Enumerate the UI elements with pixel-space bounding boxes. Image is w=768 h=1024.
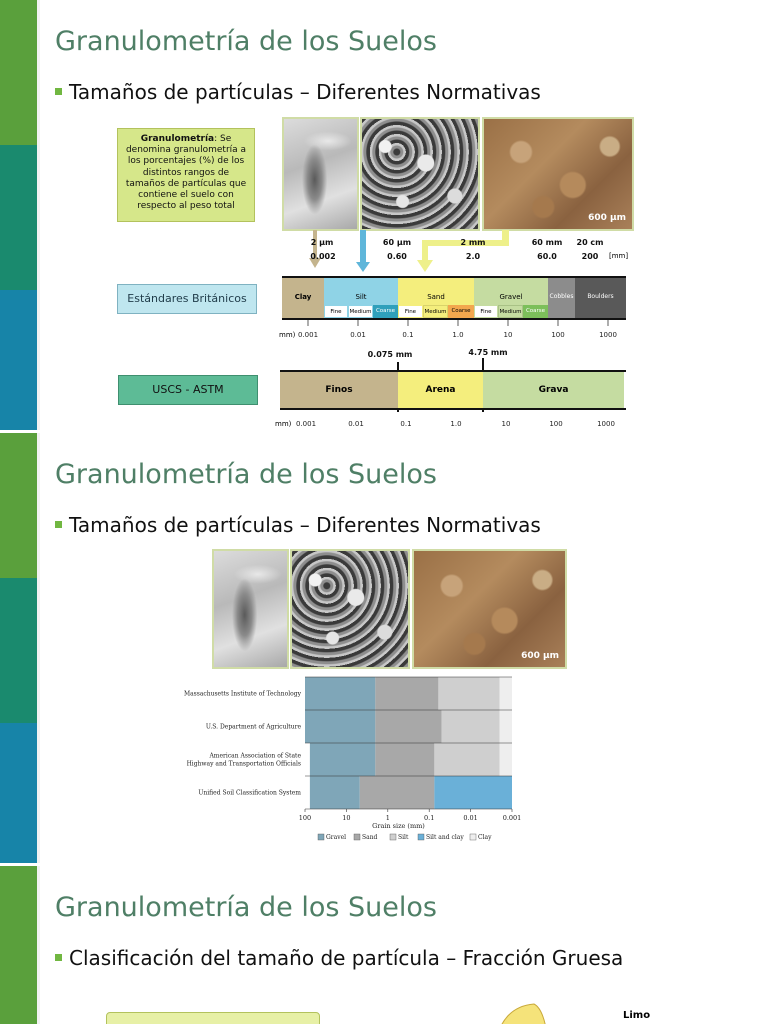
axis2-tick: 0.001 — [295, 420, 317, 428]
side-band-green — [0, 433, 37, 578]
x-tick-label: 100 — [298, 814, 312, 822]
unit-label: [mm] — [609, 252, 629, 260]
segment-finos: Finos — [280, 372, 398, 408]
segment-gravel: Gravel — [474, 278, 548, 306]
value-20: 2.0 — [465, 252, 481, 261]
bar-clay — [500, 677, 512, 710]
category-label: American Association of State — [209, 752, 301, 760]
legend-label: Clay — [478, 834, 492, 841]
segment-arena: Arena — [398, 372, 483, 408]
segment-sand: Sand — [398, 278, 474, 306]
value-600: 60.0 — [537, 252, 557, 261]
size-label-2mm: 2 mm — [460, 238, 486, 247]
legend-swatch — [354, 834, 360, 840]
gravel-coarse: Coarse — [523, 305, 548, 318]
scale-label: 600 μm — [521, 651, 559, 661]
bullet-marker — [55, 521, 62, 528]
legend-swatch — [318, 834, 324, 840]
segment-silt: Silt — [324, 278, 398, 306]
british-scale-bar — [282, 276, 626, 320]
axis2-unit: mm) — [275, 420, 292, 428]
sand-medium: Medium — [423, 305, 448, 318]
gravel-fine: Fine — [474, 305, 498, 318]
side-band-teal — [0, 578, 37, 723]
axis2-tick: 1000 — [597, 420, 615, 428]
side-band-green — [0, 866, 37, 1024]
axis2-tick: 0.01 — [348, 420, 364, 428]
axis2-tick: 10 — [501, 420, 511, 428]
axis2-tick: 1.0 — [450, 420, 462, 428]
sand-arrow — [417, 230, 509, 272]
bullet-marker — [55, 954, 62, 961]
size-label-2um: 2 μm — [310, 238, 334, 247]
slide-bullet — [55, 513, 541, 537]
axis2-tick: 100 — [549, 420, 563, 428]
legend-swatch — [390, 834, 396, 840]
x-axis-label: Grain size (mm) — [372, 822, 425, 830]
bar-gravel — [310, 776, 360, 809]
axis1-tick: 0.1 — [402, 331, 414, 339]
slide-3 — [0, 866, 768, 1024]
side-band-blue — [0, 290, 37, 430]
bar-gravel — [305, 710, 375, 743]
bar-gravel — [310, 743, 375, 776]
bar-gravel — [305, 677, 375, 710]
slide-1 — [0, 0, 768, 430]
bar-sand — [375, 710, 441, 743]
x-tick-label: 1 — [385, 814, 390, 822]
uscs-scale-bar — [280, 370, 626, 410]
british-standards-label: Estándares Británicos — [117, 284, 257, 314]
silt-fine: Fine — [324, 305, 348, 318]
definition-term: Granulometría — [140, 134, 215, 144]
bullet-text: Clasificación del tamaño de partícula – Fracción Gruesa — [69, 946, 624, 970]
clay-micrograph-photo — [212, 549, 289, 669]
sand-micrograph-photo — [412, 549, 567, 669]
bullet-text: Tamaños de partículas – Diferentes Normativas — [69, 513, 541, 537]
gravel-medium: Medium — [498, 305, 523, 318]
scale-label: 600 μm — [588, 213, 626, 223]
category-label: Highway and Transportation Officials — [186, 760, 301, 768]
x-tick-label: 0.1 — [424, 814, 435, 822]
bar-silt — [434, 743, 499, 776]
bar-sand — [360, 776, 435, 809]
partial-diagram-shape — [490, 998, 570, 1024]
uscs-astm-label: USCS - ASTM — [118, 375, 258, 405]
size-label-20cm: 20 cm — [576, 238, 604, 247]
axis1-tick: 1.0 — [452, 331, 464, 339]
bar-sand — [375, 743, 434, 776]
category-label: Massachusetts Institute of Technology — [183, 690, 301, 698]
slide-title: Granulometría de los Suelos — [55, 26, 437, 57]
category-label: U.S. Department of Agriculture — [205, 723, 301, 731]
category-label: Unified Soil Classification System — [198, 789, 301, 797]
x-tick-label: 0.001 — [502, 814, 522, 822]
axis1-unit: mm) — [279, 331, 296, 339]
slide-bullet — [55, 946, 623, 970]
bar-silt — [438, 677, 499, 710]
value-060: 0.60 — [387, 252, 407, 261]
axis1-tick: 10 — [503, 331, 513, 339]
bullet-text: Tamaños de partículas – Diferentes Normativas — [69, 80, 541, 104]
sand-fine: Fine — [398, 305, 423, 318]
legend-label: Gravel — [326, 834, 347, 841]
segment-boulders: Boulders — [575, 278, 626, 318]
limo-label: Limo — [623, 1010, 651, 1021]
definition-text: : Se denomina granulometría a los porcentajes (%) de los distintos rangos de tamaños de partículas que contiene el suelo con respecto al peso total — [125, 134, 247, 212]
silt-micrograph-photo — [290, 549, 410, 669]
size-label-60um: 60 μm — [382, 238, 412, 247]
silt-micrograph-photo — [360, 117, 480, 231]
sand-coarse: Coarse — [448, 305, 474, 318]
silt-coarse: Coarse — [373, 305, 398, 318]
clay-micrograph-photo — [282, 117, 359, 231]
bullet-marker — [55, 88, 62, 95]
slide-title: Granulometría de los Suelos — [55, 892, 437, 923]
x-tick-label: 10 — [342, 814, 351, 822]
mark-475mm: 4.75 mm — [468, 348, 508, 357]
axis1-tick: 1000 — [599, 331, 617, 339]
value-0002: 0.002 — [310, 252, 336, 261]
bar-sand — [375, 677, 438, 710]
bar-clay — [500, 743, 512, 776]
segment-cobbles: Cobbles — [548, 278, 575, 318]
side-band-teal — [0, 145, 37, 290]
bar-silt-and-clay — [434, 776, 512, 809]
size-label-60mm: 60 mm — [531, 238, 563, 247]
grain-size-systems-chart — [170, 671, 530, 851]
side-band-green — [0, 0, 37, 145]
silt-medium: Medium — [348, 305, 373, 318]
axis1-tick: 0.01 — [350, 331, 366, 339]
segment-clay: Clay — [282, 278, 324, 318]
legend-swatch — [418, 834, 424, 840]
axis2-tick: 0.1 — [400, 420, 412, 428]
value-200: 200 — [581, 252, 599, 261]
axis1-tick: 100 — [551, 331, 565, 339]
slide-bullet — [55, 80, 541, 104]
axis1-tick: 0.001 — [297, 331, 319, 339]
side-band-blue — [0, 723, 37, 863]
sand-micrograph-photo — [482, 117, 634, 231]
partial-yellow-box — [106, 1012, 320, 1024]
mark-0075mm: 0.075 mm — [367, 350, 413, 359]
legend-label: Silt and clay — [426, 834, 464, 841]
x-tick-label: 0.01 — [463, 814, 478, 822]
axis1-tick-marks — [282, 320, 626, 330]
silt-arrow — [356, 230, 370, 272]
bar-silt — [442, 710, 500, 743]
legend-label: Sand — [362, 834, 378, 841]
slide-title: Granulometría de los Suelos — [55, 459, 437, 490]
segment-grava: Grava — [483, 372, 624, 408]
slide-2 — [0, 433, 768, 863]
legend-label: Silt — [398, 834, 409, 841]
bar-clay — [500, 710, 512, 743]
definition-box — [117, 128, 255, 222]
clay-arrow — [309, 230, 321, 268]
legend-swatch — [470, 834, 476, 840]
